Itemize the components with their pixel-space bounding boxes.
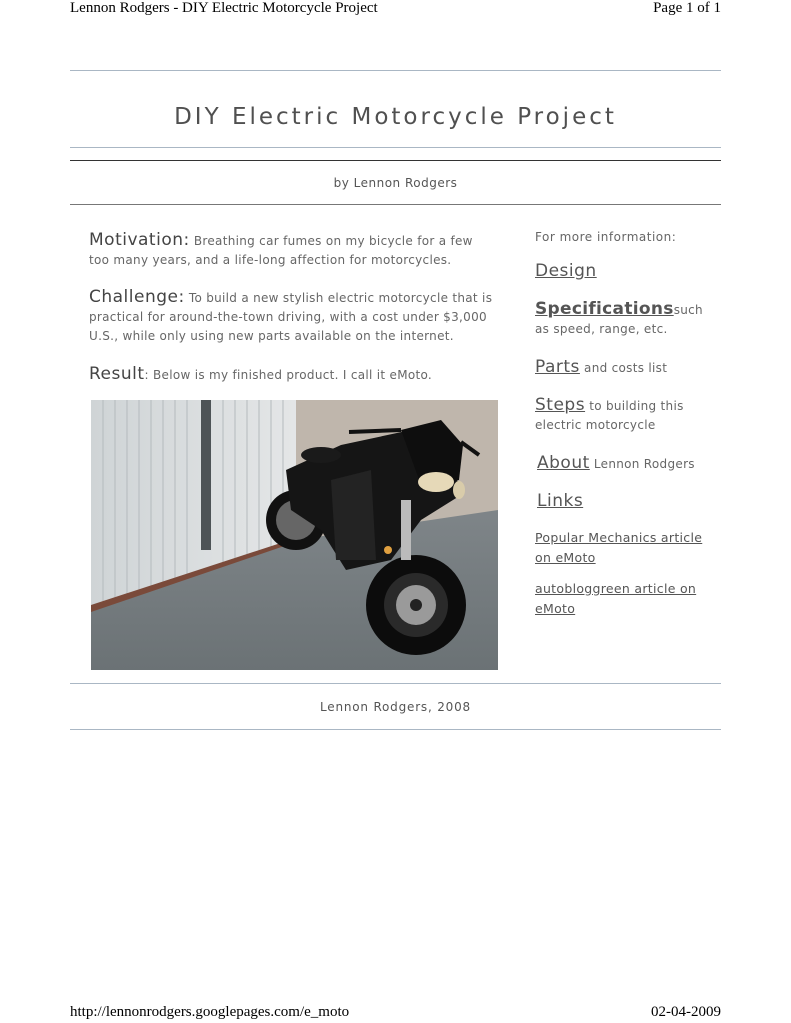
motivation-paragraph	[89, 231, 494, 270]
sidebar-about	[537, 454, 723, 474]
print-footer-date: 02-04-2009	[651, 1004, 721, 1020]
sidebar-steps	[535, 396, 721, 435]
divider	[70, 70, 721, 71]
about-suffix: Lennon Rodgers	[589, 457, 695, 471]
parts-link[interactable]: Parts	[535, 357, 580, 377]
print-header-title: Lennon Rodgers - DIY Electric Motorcycle Project	[70, 0, 378, 16]
byline: by Lennon Rodgers	[333, 176, 458, 190]
result-text: : Below is my finished product. I call it eMoto.	[144, 368, 433, 382]
result-paragraph	[89, 365, 494, 385]
challenge-text: To build a new stylish electric motorcycle that is practical for around-the-town driving, with a cost under $3,000 U.S., while only using new parts available on the internet.	[89, 291, 493, 343]
sidebar-design	[535, 262, 721, 282]
sidebar-intro: For more information:	[535, 230, 677, 244]
design-link[interactable]: Design	[535, 261, 597, 281]
motivation-label: Motivation:	[89, 230, 190, 250]
print-footer	[70, 1004, 721, 1021]
sidebar-specifications	[535, 300, 721, 339]
divider	[70, 204, 721, 205]
sidebar-autobloggreen	[535, 579, 721, 619]
divider	[70, 683, 721, 684]
divider	[70, 729, 721, 730]
footer-credit: Lennon Rodgers, 2008	[320, 700, 471, 714]
divider	[70, 147, 721, 148]
specifications-suffix: such as speed, range, etc.	[535, 303, 703, 336]
challenge-paragraph	[89, 288, 494, 346]
sidebar-links	[537, 492, 723, 512]
emoto-photo	[91, 400, 498, 670]
print-footer-url: http://lennonrodgers.googlepages.com/e_moto	[70, 1004, 350, 1020]
links-link[interactable]: Links	[537, 491, 584, 511]
sidebar-parts	[535, 358, 721, 378]
steps-link[interactable]: Steps	[535, 396, 586, 415]
steps-suffix: to building this electric motorcycle	[535, 399, 684, 432]
result-label: Result	[89, 364, 145, 384]
print-header-page: Page 1 of 1	[653, 0, 721, 16]
challenge-label: Challenge:	[89, 287, 185, 307]
parts-suffix: and costs list	[579, 361, 668, 375]
print-header	[70, 0, 721, 17]
autobloggreen-link[interactable]: autobloggreen article on eMoto	[535, 581, 697, 616]
popular-mechanics-link[interactable]: Popular Mechanics article on eMoto	[535, 530, 703, 565]
specifications-link[interactable]: Specifications	[535, 299, 674, 319]
motivation-text: Breathing car fumes on my bicycle for a few too many years, and a life-long affection for motorcycles.	[89, 234, 473, 267]
divider	[70, 160, 721, 161]
sidebar-popular-mechanics	[535, 528, 721, 568]
page-title: DIY Electric Motorcycle Project	[174, 104, 617, 130]
about-link[interactable]: About	[537, 453, 590, 473]
